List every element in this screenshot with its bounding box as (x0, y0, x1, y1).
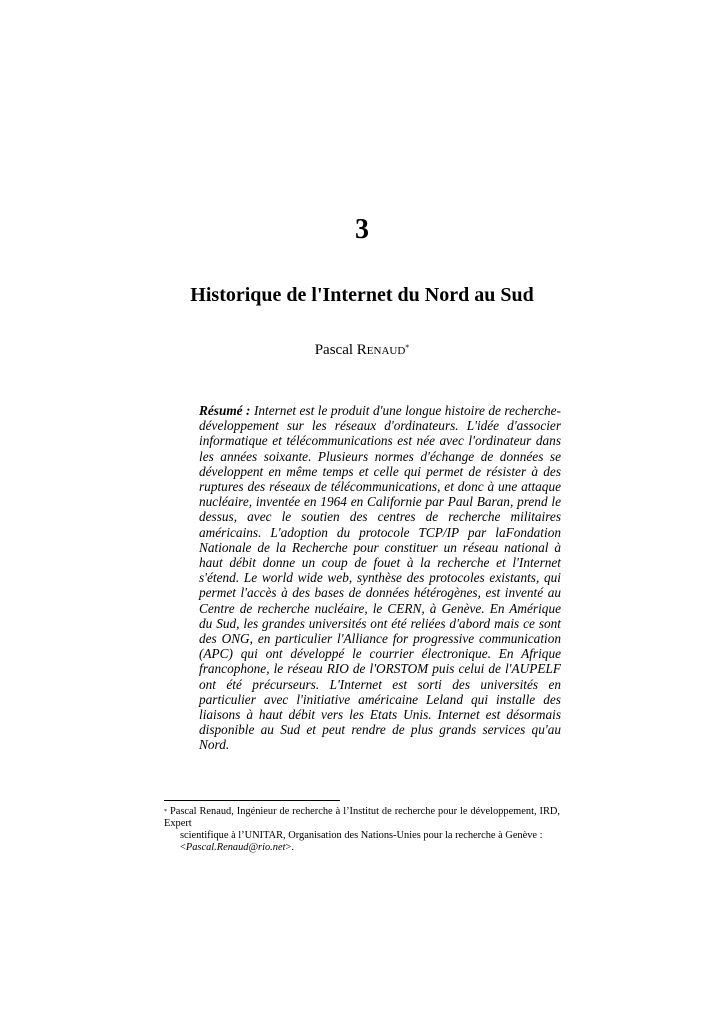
footnote-mark: * (164, 809, 167, 815)
author-last-name: Renaud (356, 342, 406, 358)
abstract (199, 403, 561, 753)
footnote-text-1: Pascal Renaud, Ingénieur de recherche à l’Institut de recherche pour le développement, IRD, Expert (164, 806, 560, 829)
abstract-label: Résumé : (199, 403, 251, 418)
abstract-text: Internet est le produit d'une longue histoire de recherche-développement sur les réseaux d'ordinateurs. L'idée d'associer informatique et télécommunications est née avec l'ordinateur dans les années soixante. Plusieurs normes d'échange de données se développent en même temps et celle qui permet de résister à des ruptures des réseaux de télécommunications, et donc à une attaque nucléaire, inventée en 1964 en Californie par Paul Baran, prend le dessus, avec le soutien des centres de recherche militaires américains. L'adoption du protocole TCP/IP par laFondation Nationale de la Recherche pour constituer un réseau national à haut débit donne un coup de fouet à la recherche et l'Internet s'étend. Le world wide web, synthèse des protocoles existants, qui permet l'accès à des bases de données hétérogènes, est inventé au Centre de recherche nucléaire, le CERN, à Genève. En Amérique du Sud, les grandes universités ont été reliées d'abord mais ce sont des ONG, en particulier l'Alliance for progressive communication (APC) qui ont développé le courrier électronique. En Afrique francophone, le réseau RIO de l'ORSTOM puis celui de l'AUPELF ont été précurseurs. L'Internet est sorti des universités en particulier avec l'initiative américaine Leland qui installe des liaisons à haut débit vers les Etats Unis. Internet est désormais disponible au Sud et peut rendre de plus grands services qu'au Nord. (199, 403, 561, 753)
footnote-email-open: < (180, 842, 186, 853)
author-line (0, 340, 724, 360)
footnote (164, 806, 560, 854)
author-footnote-mark: * (405, 343, 410, 352)
footnote-separator (164, 800, 340, 801)
chapter-title: Historique de l'Internet du Nord au Sud (190, 284, 534, 306)
footnote-continuation (164, 830, 560, 854)
chapter-number: 3 (355, 214, 369, 245)
footnote-line-1 (164, 806, 560, 830)
author-first-name: Pascal (314, 342, 354, 358)
footnote-text-2: scientifique à l’UNITAR, Organisation des Nations-Unies pour la recherche à Genève : (180, 830, 543, 841)
footnote-email: Pascal.Renaud@rio.net (185, 842, 286, 853)
footnote-email-close: >. (285, 842, 294, 853)
